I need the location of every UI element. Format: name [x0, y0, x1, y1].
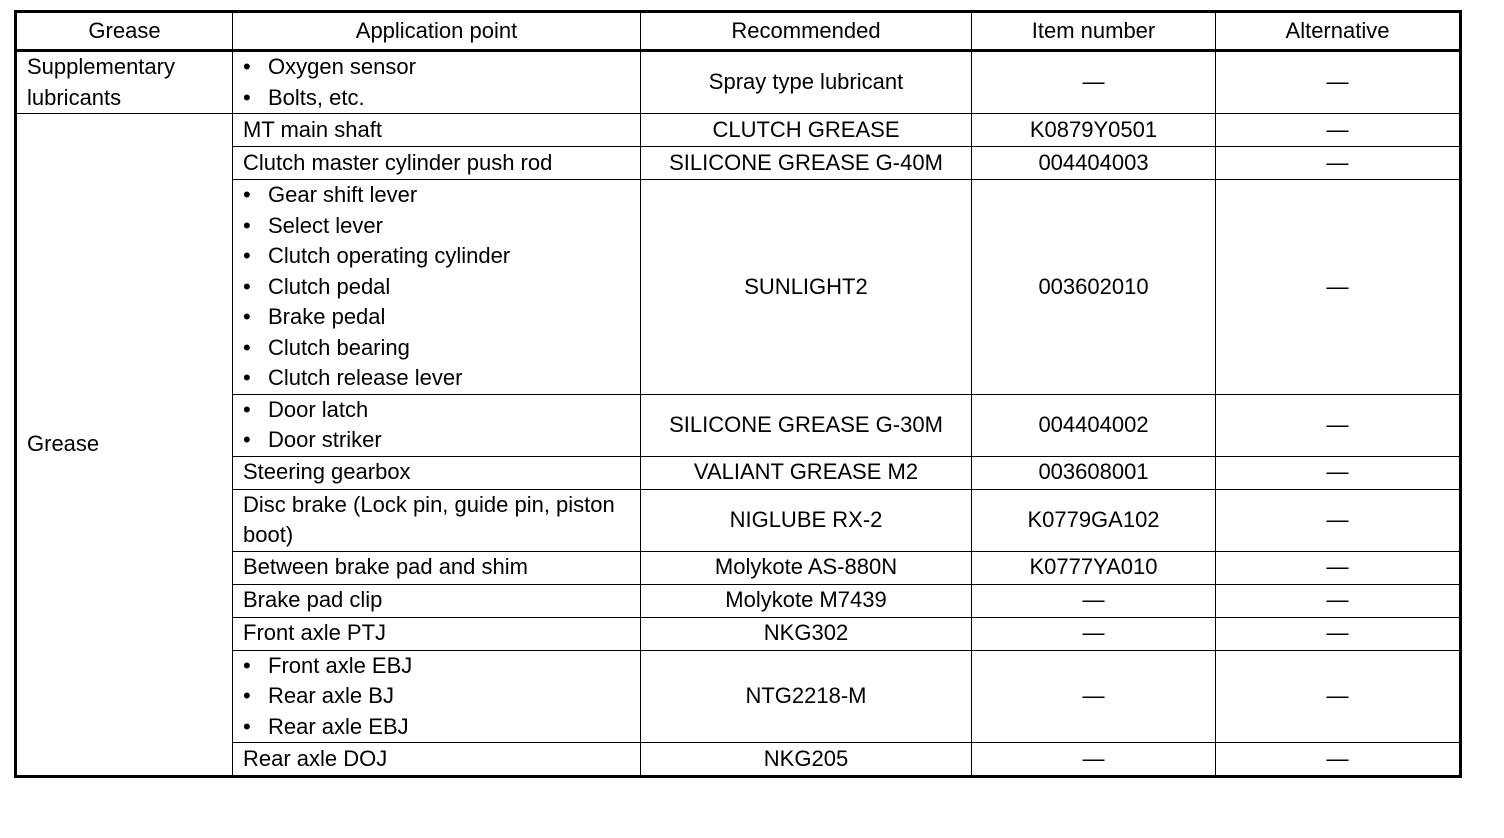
application-point-item: • Clutch pedal — [243, 272, 630, 303]
application-point-cell — [233, 743, 641, 777]
application-point-item: • Oxygen sensor — [243, 52, 630, 83]
table-row — [16, 180, 1461, 395]
recommended-cell: SILICONE GREASE G-30M — [641, 394, 972, 456]
application-point-item: • Rear axle EBJ — [243, 712, 630, 743]
header-recommended: Recommended — [641, 12, 972, 51]
table-row — [16, 650, 1461, 743]
application-point-item: • Clutch operating cylinder — [243, 241, 630, 272]
application-point-item: • Door striker — [243, 425, 630, 456]
application-point-cell — [233, 456, 641, 489]
application-point-list — [243, 52, 630, 113]
item-number-cell: 003608001 — [972, 456, 1216, 489]
item-number-cell: 004404003 — [972, 147, 1216, 180]
application-point-cell — [233, 51, 641, 114]
item-number-cell: 004404002 — [972, 394, 1216, 456]
application-point-text: Between brake pad and shim — [243, 554, 528, 580]
application-point-list — [243, 395, 630, 456]
table-row — [16, 456, 1461, 489]
alternative-cell: — — [1216, 394, 1461, 456]
application-point-text: Rear axle DOJ — [243, 745, 388, 771]
header-alternative: Alternative — [1216, 12, 1461, 51]
item-number-cell: — — [972, 617, 1216, 650]
application-point-text: MT main shaft — [243, 116, 382, 142]
alternative-cell: — — [1216, 180, 1461, 395]
table-row — [16, 394, 1461, 456]
table-row — [16, 551, 1461, 584]
recommended-cell: CLUTCH GREASE — [641, 114, 972, 147]
application-point-text: Steering gearbox — [243, 459, 411, 485]
application-point-cell — [233, 551, 641, 584]
item-number-cell: — — [972, 743, 1216, 777]
header-grease: Grease — [16, 12, 233, 51]
alternative-cell: — — [1216, 114, 1461, 147]
application-point-item: • Rear axle BJ — [243, 681, 630, 712]
application-point-cell — [233, 489, 641, 551]
application-point-item: • Front axle EBJ — [243, 651, 630, 682]
item-number-cell: — — [972, 51, 1216, 114]
recommended-cell: Spray type lubricant — [641, 51, 972, 114]
header-application-point: Application point — [233, 12, 641, 51]
application-point-text: Clutch master cylinder push rod — [243, 149, 553, 175]
application-point-cell — [233, 114, 641, 147]
recommended-cell: NKG302 — [641, 617, 972, 650]
alternative-cell: — — [1216, 456, 1461, 489]
alternative-cell: — — [1216, 650, 1461, 743]
application-point-item: • Bolts, etc. — [243, 83, 630, 114]
application-point-cell — [233, 147, 641, 180]
grease-type-cell: Grease — [16, 114, 233, 777]
table-row — [16, 51, 1461, 114]
application-point-item: • Gear shift lever — [243, 180, 630, 211]
item-number-cell: — — [972, 584, 1216, 617]
table-row — [16, 114, 1461, 147]
application-point-text: Brake pad clip — [243, 587, 383, 613]
alternative-cell: — — [1216, 51, 1461, 114]
header-row — [16, 12, 1461, 51]
item-number-cell: K0879Y0501 — [972, 114, 1216, 147]
application-point-cell — [233, 584, 641, 617]
application-point-item: • Clutch bearing — [243, 333, 630, 364]
item-number-cell: — — [972, 650, 1216, 743]
application-point-cell — [233, 180, 641, 395]
alternative-cell: — — [1216, 147, 1461, 180]
recommended-cell: Molykote AS-880N — [641, 551, 972, 584]
grease-type-cell: Supplementary lubricants — [16, 51, 233, 114]
alternative-cell: — — [1216, 743, 1461, 777]
alternative-cell: — — [1216, 584, 1461, 617]
table-body — [16, 51, 1461, 777]
item-number-cell: 003602010 — [972, 180, 1216, 395]
recommended-cell: NKG205 — [641, 743, 972, 777]
recommended-cell: NTG2218-M — [641, 650, 972, 743]
alternative-cell: — — [1216, 617, 1461, 650]
application-point-text: Front axle PTJ — [243, 620, 387, 646]
application-point-cell — [233, 617, 641, 650]
application-point-item: • Select lever — [243, 211, 630, 242]
application-point-item: • Clutch release lever — [243, 363, 630, 394]
grease-table — [14, 10, 1462, 778]
item-number-cell: K0777YA010 — [972, 551, 1216, 584]
table-row — [16, 584, 1461, 617]
table-row — [16, 147, 1461, 180]
recommended-cell: NIGLUBE RX-2 — [641, 489, 972, 551]
table-row — [16, 743, 1461, 777]
alternative-cell: — — [1216, 551, 1461, 584]
application-point-item: • Door latch — [243, 395, 630, 426]
application-point-list — [243, 180, 630, 394]
recommended-cell: VALIANT GREASE M2 — [641, 456, 972, 489]
recommended-cell: Molykote M7439 — [641, 584, 972, 617]
recommended-cell: SILICONE GREASE G-40M — [641, 147, 972, 180]
recommended-cell: SUNLIGHT2 — [641, 180, 972, 395]
header-item-number: Item number — [972, 12, 1216, 51]
table-row — [16, 489, 1461, 551]
application-point-list — [243, 651, 630, 743]
application-point-text: Disc brake (Lock pin, guide pin, piston boot) — [243, 491, 615, 547]
table-row — [16, 617, 1461, 650]
application-point-cell — [233, 394, 641, 456]
application-point-item: • Brake pedal — [243, 302, 630, 333]
alternative-cell: — — [1216, 489, 1461, 551]
item-number-cell: K0779GA102 — [972, 489, 1216, 551]
application-point-cell — [233, 650, 641, 743]
